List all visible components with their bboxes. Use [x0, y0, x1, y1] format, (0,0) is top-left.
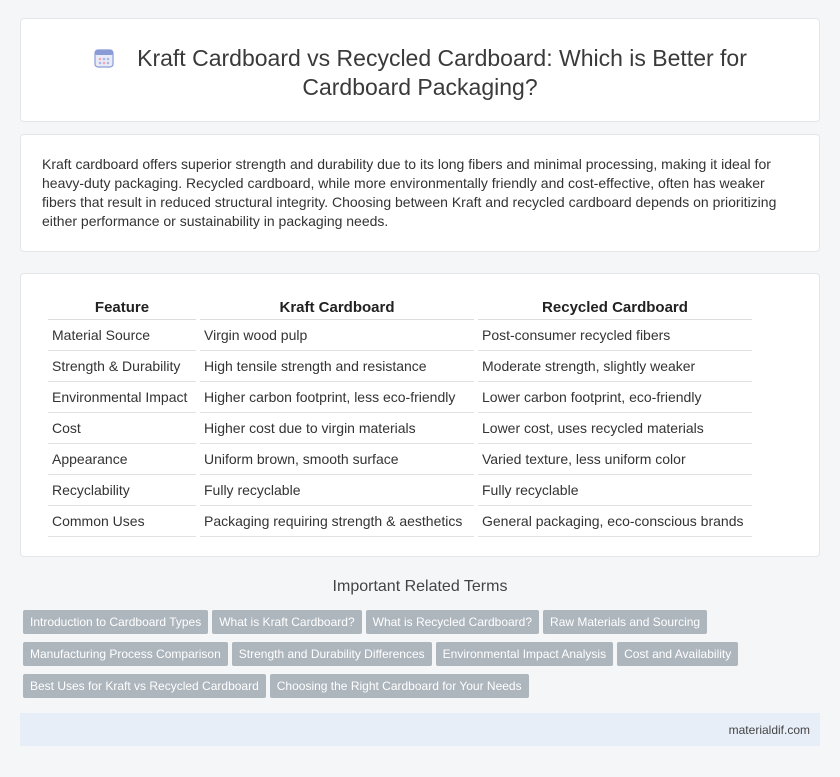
table-cell: Uniform brown, smooth surface	[200, 444, 474, 475]
table-cell: Material Source	[48, 320, 196, 351]
related-term-tag[interactable]: Strength and Durability Differences	[232, 642, 432, 666]
table-cell: Strength & Durability	[48, 351, 196, 382]
intro-paragraph: Kraft cardboard offers superior strength and durability due to its long fibers and minimal processing, making it ideal for heavy-duty packaging. Recycled cardboard, while more environmentally friendly and cost-effective, often has weaker fibers that result in reduced structural integrity. Choosing between Kraft and recycled cardboard depends on prioritizing either performance or sustainability in packaging needs.	[42, 156, 777, 229]
table-row	[48, 475, 752, 506]
related-term-tag[interactable]: Cost and Availability	[617, 642, 738, 666]
table-cell: Common Uses	[48, 506, 196, 537]
related-term-tag[interactable]: Environmental Impact Analysis	[436, 642, 613, 666]
table-row	[48, 351, 752, 382]
related-term-tag[interactable]: Best Uses for Kraft vs Recycled Cardboard	[23, 674, 266, 698]
table-cell: Fully recyclable	[478, 475, 752, 506]
table-cell: Higher cost due to virgin materials	[200, 413, 474, 444]
table-cell: Environmental Impact	[48, 382, 196, 413]
table-cell: High tensile strength and resistance	[200, 351, 474, 382]
table-cell: Fully recyclable	[200, 475, 474, 506]
table-cell: Varied texture, less uniform color	[478, 444, 752, 475]
table-cell: Lower carbon footprint, eco-friendly	[478, 382, 752, 413]
table-cell: Appearance	[48, 444, 196, 475]
related-terms-title: Important Related Terms	[332, 578, 508, 595]
table-cell: Lower cost, uses recycled materials	[478, 413, 752, 444]
comparison-card	[20, 273, 820, 557]
related-term-tag[interactable]: Introduction to Cardboard Types	[23, 610, 208, 634]
table-cell: Packaging requiring strength & aesthetics	[200, 506, 474, 537]
table-cell: Higher carbon footprint, less eco-friendly	[200, 382, 474, 413]
related-term-tag[interactable]: Choosing the Right Cardboard for Your Needs	[270, 674, 529, 698]
table-row	[48, 444, 752, 475]
comparison-table	[44, 296, 756, 537]
table-cell: Cost	[48, 413, 196, 444]
related-term-tag[interactable]: Raw Materials and Sourcing	[543, 610, 707, 634]
table-row	[48, 506, 752, 537]
title-line-2: Cardboard Packaging?	[302, 74, 538, 100]
intro-card	[20, 134, 820, 252]
table-cell: Virgin wood pulp	[200, 320, 474, 351]
calendar-icon	[93, 47, 115, 69]
table-cell: Post-consumer recycled fibers	[478, 320, 752, 351]
table-row	[48, 320, 752, 351]
header-kraft: Kraft Cardboard	[200, 296, 474, 320]
table-row	[48, 382, 752, 413]
table-cell: General packaging, eco-conscious brands	[478, 506, 752, 537]
page-title	[21, 44, 819, 102]
table-row	[48, 413, 752, 444]
related-term-tag[interactable]: What is Recycled Cardboard?	[366, 610, 539, 634]
table-header-row	[48, 296, 752, 320]
footer-site-link[interactable]: materialdif.com	[728, 723, 810, 737]
header-recycled: Recycled Cardboard	[478, 296, 752, 320]
header-feature: Feature	[48, 296, 196, 320]
footer	[20, 713, 820, 746]
related-terms-list	[23, 610, 823, 706]
title-line-1: Kraft Cardboard vs Recycled Cardboard: Which is Better for	[137, 45, 747, 71]
table-cell: Recyclability	[48, 475, 196, 506]
table-cell: Moderate strength, slightly weaker	[478, 351, 752, 382]
title-card	[20, 18, 820, 122]
related-term-tag[interactable]: Manufacturing Process Comparison	[23, 642, 228, 666]
related-term-tag[interactable]: What is Kraft Cardboard?	[212, 610, 361, 634]
